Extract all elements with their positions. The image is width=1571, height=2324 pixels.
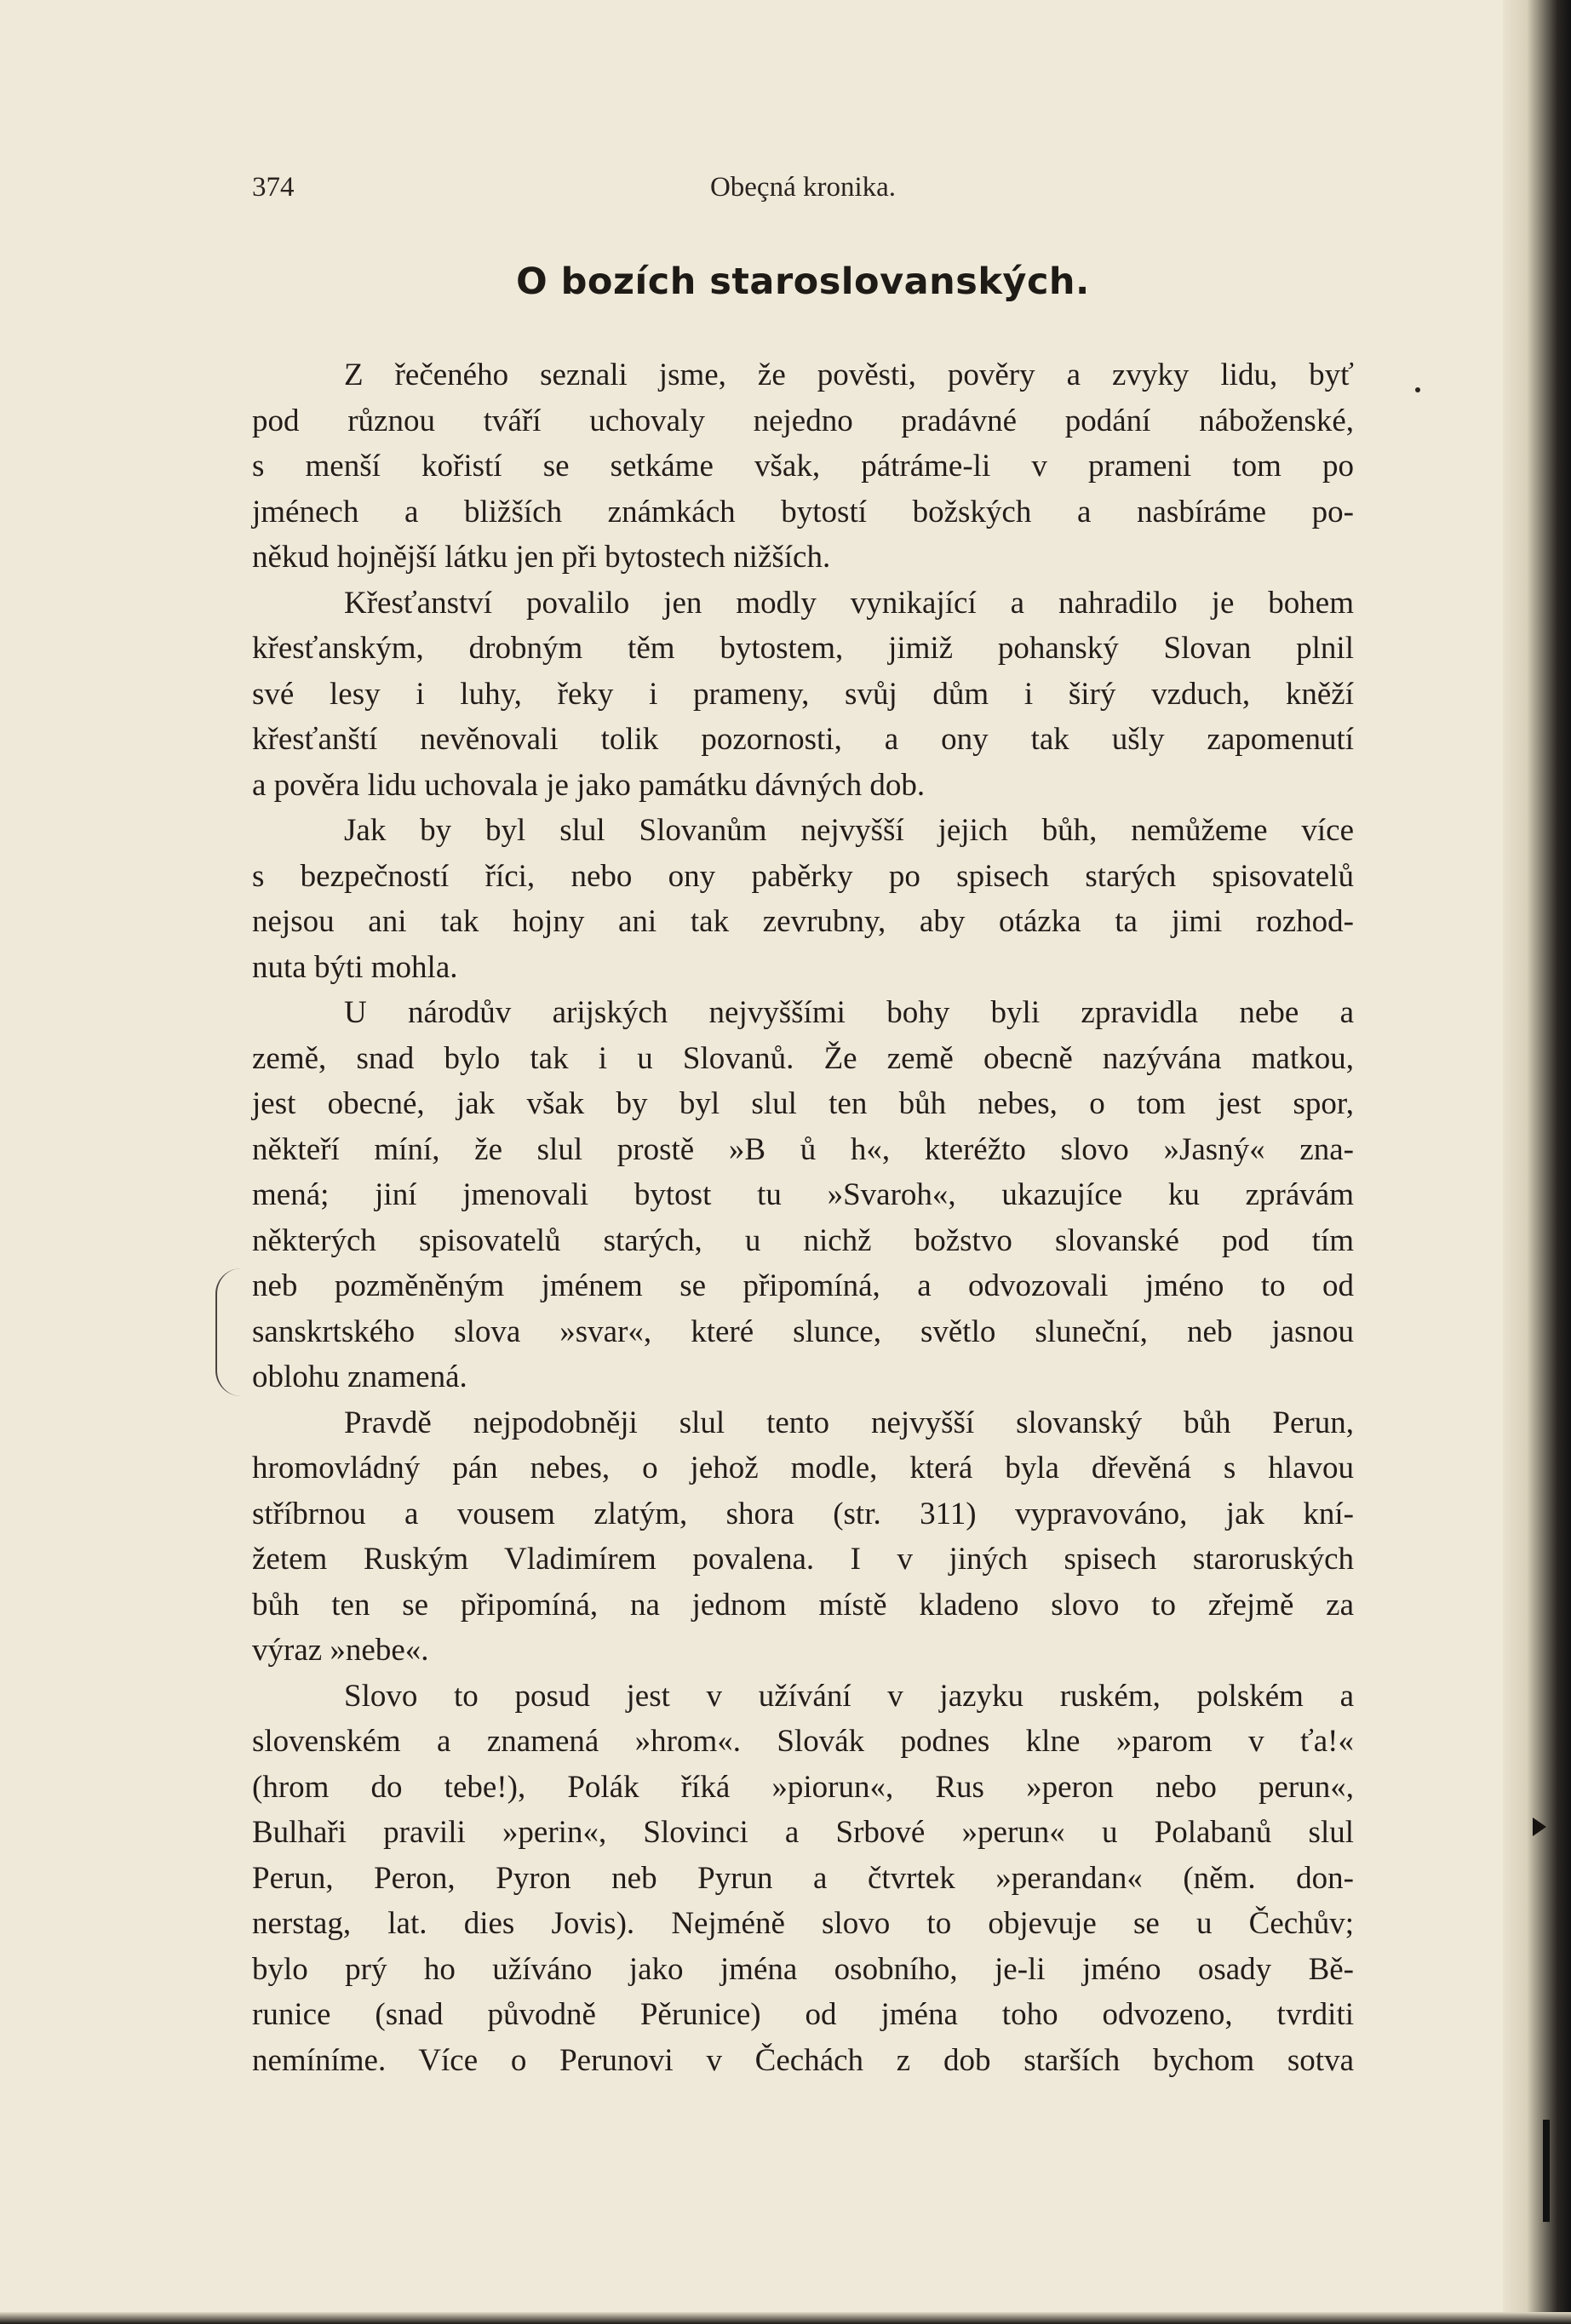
text-line: země, snad bylo tak i u Slovanů. Že země obecně nazývána matkou, — [252, 1040, 1354, 1076]
text-line: U národův arijských nejvyššími bohy byli zpravidla nebe a — [344, 995, 1354, 1030]
text-line: mená; jiní jmenovali bytost tu »Svaroh«, ukazujíce ku zprávám — [252, 1177, 1354, 1212]
text-line: hromovládný pán nebes, o jehož modle, která byla dřevěná s hlavou — [252, 1451, 1354, 1485]
text-line: někteří míní, že slul prostě »B ů h«, kteréžto slovo »Jasný« zna- — [252, 1131, 1354, 1167]
text-line: oblohu znamená. — [252, 1359, 467, 1394]
text-line: Pravdě nejpodobněji slul tento nejvyšší slovanský bůh Perun, — [344, 1405, 1354, 1440]
book-spine-edge — [1503, 0, 1571, 2324]
text-line: bůh ten se připomíná, na jednom místě kladeno slovo to zřejmě za — [252, 1587, 1354, 1623]
page-number: 374 — [252, 172, 295, 203]
text-line: Bulhaři pravili »perin«, Slovinci a Srbové »perun« u Polabanů slul — [252, 1815, 1354, 1850]
text-line: a pověra lidu uchovala je jako památku dávných dob. — [252, 767, 926, 803]
page-tab-arrow-icon — [1533, 1817, 1546, 1836]
text-line: Perun, Peron, Pyron neb Pyrun a čtvrtek »perandan« (něm. don- — [252, 1860, 1354, 1896]
text-line: výraz »nebe«. — [252, 1633, 429, 1668]
page-header — [252, 172, 1354, 215]
text-line: Křesťanství povalilo jen modly vynikající a nahradilo je bohem — [344, 585, 1354, 621]
text-line: křesťanským, drobným těm bytostem, jimiž pohanský Slovan plnil — [252, 631, 1354, 666]
text-line: nemíníme. Více o Perunovi v Čechách z dob starších bychom sotva — [252, 2042, 1354, 2078]
text-line: Jak by byl slul Slovanům nejvyšší jejich bůh, nemůžeme více — [344, 813, 1354, 848]
text-line: jménech a bližších známkách bytostí božských a nasbíráme po- — [252, 494, 1354, 529]
text-line: Z řečeného seznali jsme, že pověsti, pověry a zvyky lidu, byť — [344, 358, 1354, 392]
text-line: (hrom do tebe!), Polák říká »piorun«, Rus »peron nebo perun«, — [252, 1769, 1354, 1805]
text-line: některých spisovatelů starých, u nichž božstvo slovanské pod tím — [252, 1222, 1354, 1258]
text-line: Slovo to posud jest v užívání v jazyku ruském, polském a — [344, 1678, 1354, 1714]
binding-clip-mark — [1543, 2120, 1550, 2222]
running-title: Obeçná kronika. — [709, 172, 897, 203]
margin-bracket-mark — [215, 1268, 243, 1396]
text-line: své lesy i luhy, řeky i prameny, svůj dům i širý vzduch, kněží — [252, 676, 1354, 712]
text-line: nejsou ani tak hojny ani tak zevrubny, aby otázka ta jimi rozhod- — [252, 904, 1354, 939]
body-text — [252, 352, 1354, 2083]
text-line: runice (snad původně Pěrunice) od jména toho odvozeno, tvrditi — [252, 1997, 1354, 2032]
text-line: nuta býti mohla. — [252, 949, 458, 985]
text-line: slovenském a znamená »hrom«. Slovák podnes klne »parom v ťa!« — [252, 1724, 1354, 1759]
text-line: bylo prý ho užíváno jako jména osobního, je-li jméno osady Bě- — [252, 1951, 1354, 1987]
text-line: žetem Ruským Vladimírem povalena. I v jiných spisech staroruských — [252, 1542, 1354, 1577]
text-line: jest obecné, jak však by byl slul ten bůh nebes, o tom jest spor, — [252, 1086, 1354, 1121]
text-line: sanskrtského slova »svar«, které slunce, světlo sluneční, neb jasnou — [252, 1314, 1354, 1349]
text-line: pod různou tváří uchovaly nejedno pradávné podání náboženské, — [252, 403, 1354, 438]
margin-dot — [1415, 387, 1420, 392]
text-line: s menší kořistí se setkáme však, pátráme-li v prameni tom po — [252, 449, 1354, 484]
text-line: křesťanští nevěnovali tolik pozornosti, a ony tak ušly zapomenutí — [252, 722, 1354, 757]
text-line: nerstag, lat. dies Jovis). Nejméně slovo to objevuje se u Čechův; — [252, 1906, 1354, 1941]
page-bottom-edge — [0, 2312, 1571, 2324]
text-line: někud hojnější látku jen při bytostech nižších. — [252, 540, 831, 575]
text-line: stříbrnou a vousem zlatým, shora (str. 311) vypravováno, jak kní- — [252, 1496, 1354, 1531]
chapter-title: O bozích staroslovanských. — [516, 260, 1090, 303]
text-line: neb pozměněným jménem se připomíná, a odvozovali jméno to od — [252, 1268, 1354, 1303]
text-line: s bezpečností říci, nebo ony paběrky po spisech starých spisovatelů — [252, 858, 1354, 894]
